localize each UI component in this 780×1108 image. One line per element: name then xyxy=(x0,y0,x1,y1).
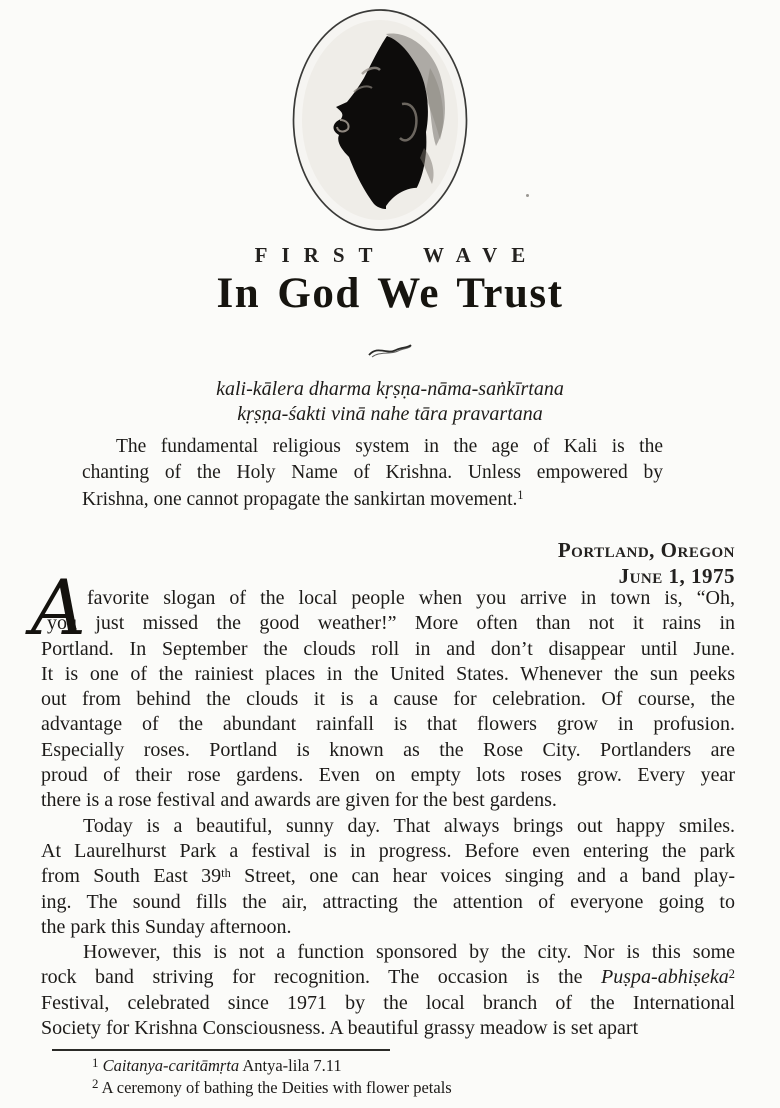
text-segment: Today is a beautiful, sunny day. That always brings out happy smiles. xyxy=(83,814,735,837)
text-segment: Especially roses. Portland is known as the Rose City. Portlanders are xyxy=(41,738,735,761)
text-segment: ing. The sound fills the air, attracting the attention of everyone going to xyxy=(41,890,735,913)
paragraph xyxy=(41,814,735,940)
dateline-date: June 1, 1975 xyxy=(618,564,735,588)
text-line xyxy=(41,763,735,788)
text-line xyxy=(82,434,663,460)
verse-line: kali-kālera dharma kṛṣṇa-nāma-saṅkīrtana xyxy=(216,378,564,400)
text-segment: rock band striving for recognition. The occasion is the xyxy=(41,966,602,989)
text-line xyxy=(41,915,735,940)
text-segment: Portland. In September the clouds roll in and don’t disappear until June. xyxy=(41,637,735,660)
paragraph xyxy=(41,940,735,1041)
text-segment: proud of their rose gardens. Even on empty lots roses grow. Every year xyxy=(41,764,735,787)
text-segment: Antya-lila 7.11 xyxy=(239,1056,342,1075)
text-line xyxy=(41,662,735,687)
paragraph xyxy=(41,586,735,814)
footnote-rule xyxy=(52,1049,390,1051)
text-segment: Puṣpa-abhiṣeka xyxy=(601,966,729,989)
oval-portrait-image xyxy=(290,8,470,232)
text-segment: At Laurelhurst Park a festival is in progress. Before even entering the park xyxy=(41,839,735,862)
text-segment: you just missed the good weather!” More often than not it rains in xyxy=(47,612,735,635)
verse-translation xyxy=(82,434,663,513)
text-segment: It is one of the rainiest places in the United States. Whenever the sun peeks xyxy=(41,662,735,685)
text-segment: However, this is not a function sponsored by the city. Nor is this some xyxy=(83,941,735,964)
text-line xyxy=(41,991,735,1016)
swash-ornament-icon xyxy=(366,341,414,361)
text-line xyxy=(82,460,663,486)
footnotes xyxy=(41,1049,735,1098)
text-line xyxy=(41,637,735,662)
text-segment: chanting of the Holy Name of Krishna. Unless empowered by xyxy=(82,462,663,484)
drop-cap: A xyxy=(31,563,86,652)
text-segment: Society for Krishna Consciousness. A beautiful grassy meadow is set apart xyxy=(41,1017,639,1040)
superscript: 1 xyxy=(92,1055,99,1070)
text-line xyxy=(41,839,735,864)
chapter-kicker: FIRST WAVE xyxy=(254,243,540,267)
footnote-list xyxy=(41,1055,735,1098)
text-segment: there is a rose festival and awards are given for the best gardens. xyxy=(41,789,557,812)
superscript: 2 xyxy=(728,966,735,981)
text-line xyxy=(82,487,663,513)
text-segment: from South East 39 xyxy=(41,865,222,888)
text-segment: favorite slogan of the local people when you arrive in town is, “Oh, xyxy=(87,587,735,609)
text-line xyxy=(41,788,735,813)
dateline-place: Portland, Oregon xyxy=(557,538,735,562)
superscript: th xyxy=(221,865,231,880)
text-line xyxy=(41,712,735,737)
text-line xyxy=(41,586,735,611)
superscript: 2 xyxy=(92,1077,99,1091)
text-line xyxy=(41,738,735,763)
text-segment: Caitanya-caritāmṛta xyxy=(102,1056,240,1075)
text-segment: the park this Sunday afternoon. xyxy=(41,915,292,938)
dateline xyxy=(0,537,735,589)
superscript: 1 xyxy=(517,488,524,503)
ornament-container xyxy=(0,341,780,366)
text-line xyxy=(41,940,735,965)
text-segment: Street, one can hear voices singing and a band play- xyxy=(230,865,735,888)
text-line xyxy=(41,611,735,636)
text-segment: A ceremony of bathing the Deities with flower petals xyxy=(98,1077,452,1097)
text-segment: advantage of the abundant rainfall is that flowers grow in profusion. xyxy=(41,713,735,736)
chapter-title: In God We Trust xyxy=(216,270,564,317)
sanskrit-verse xyxy=(0,377,780,427)
text-line xyxy=(41,1016,735,1041)
text-segment: out from behind the clouds it is a cause for celebration. Of course, the xyxy=(41,688,735,711)
text-line xyxy=(41,965,735,990)
text-line xyxy=(41,864,735,889)
portrait-illustration xyxy=(290,8,470,232)
text-line xyxy=(41,1055,735,1077)
text-line xyxy=(41,1077,735,1099)
text-segment: Festival, celebrated since 1971 by the local branch of the International xyxy=(41,991,735,1014)
text-line xyxy=(41,687,735,712)
text-line xyxy=(41,814,735,839)
verse-line: kṛṣṇa-śakti vinā nahe tāra pravartana xyxy=(237,403,543,425)
scan-speck xyxy=(526,194,529,197)
text-line xyxy=(41,890,735,915)
text-segment: The fundamental religious system in the age of Kali is the xyxy=(116,436,663,457)
text-segment: Krishna, one cannot propagate the sankirtan movement. xyxy=(82,488,518,510)
